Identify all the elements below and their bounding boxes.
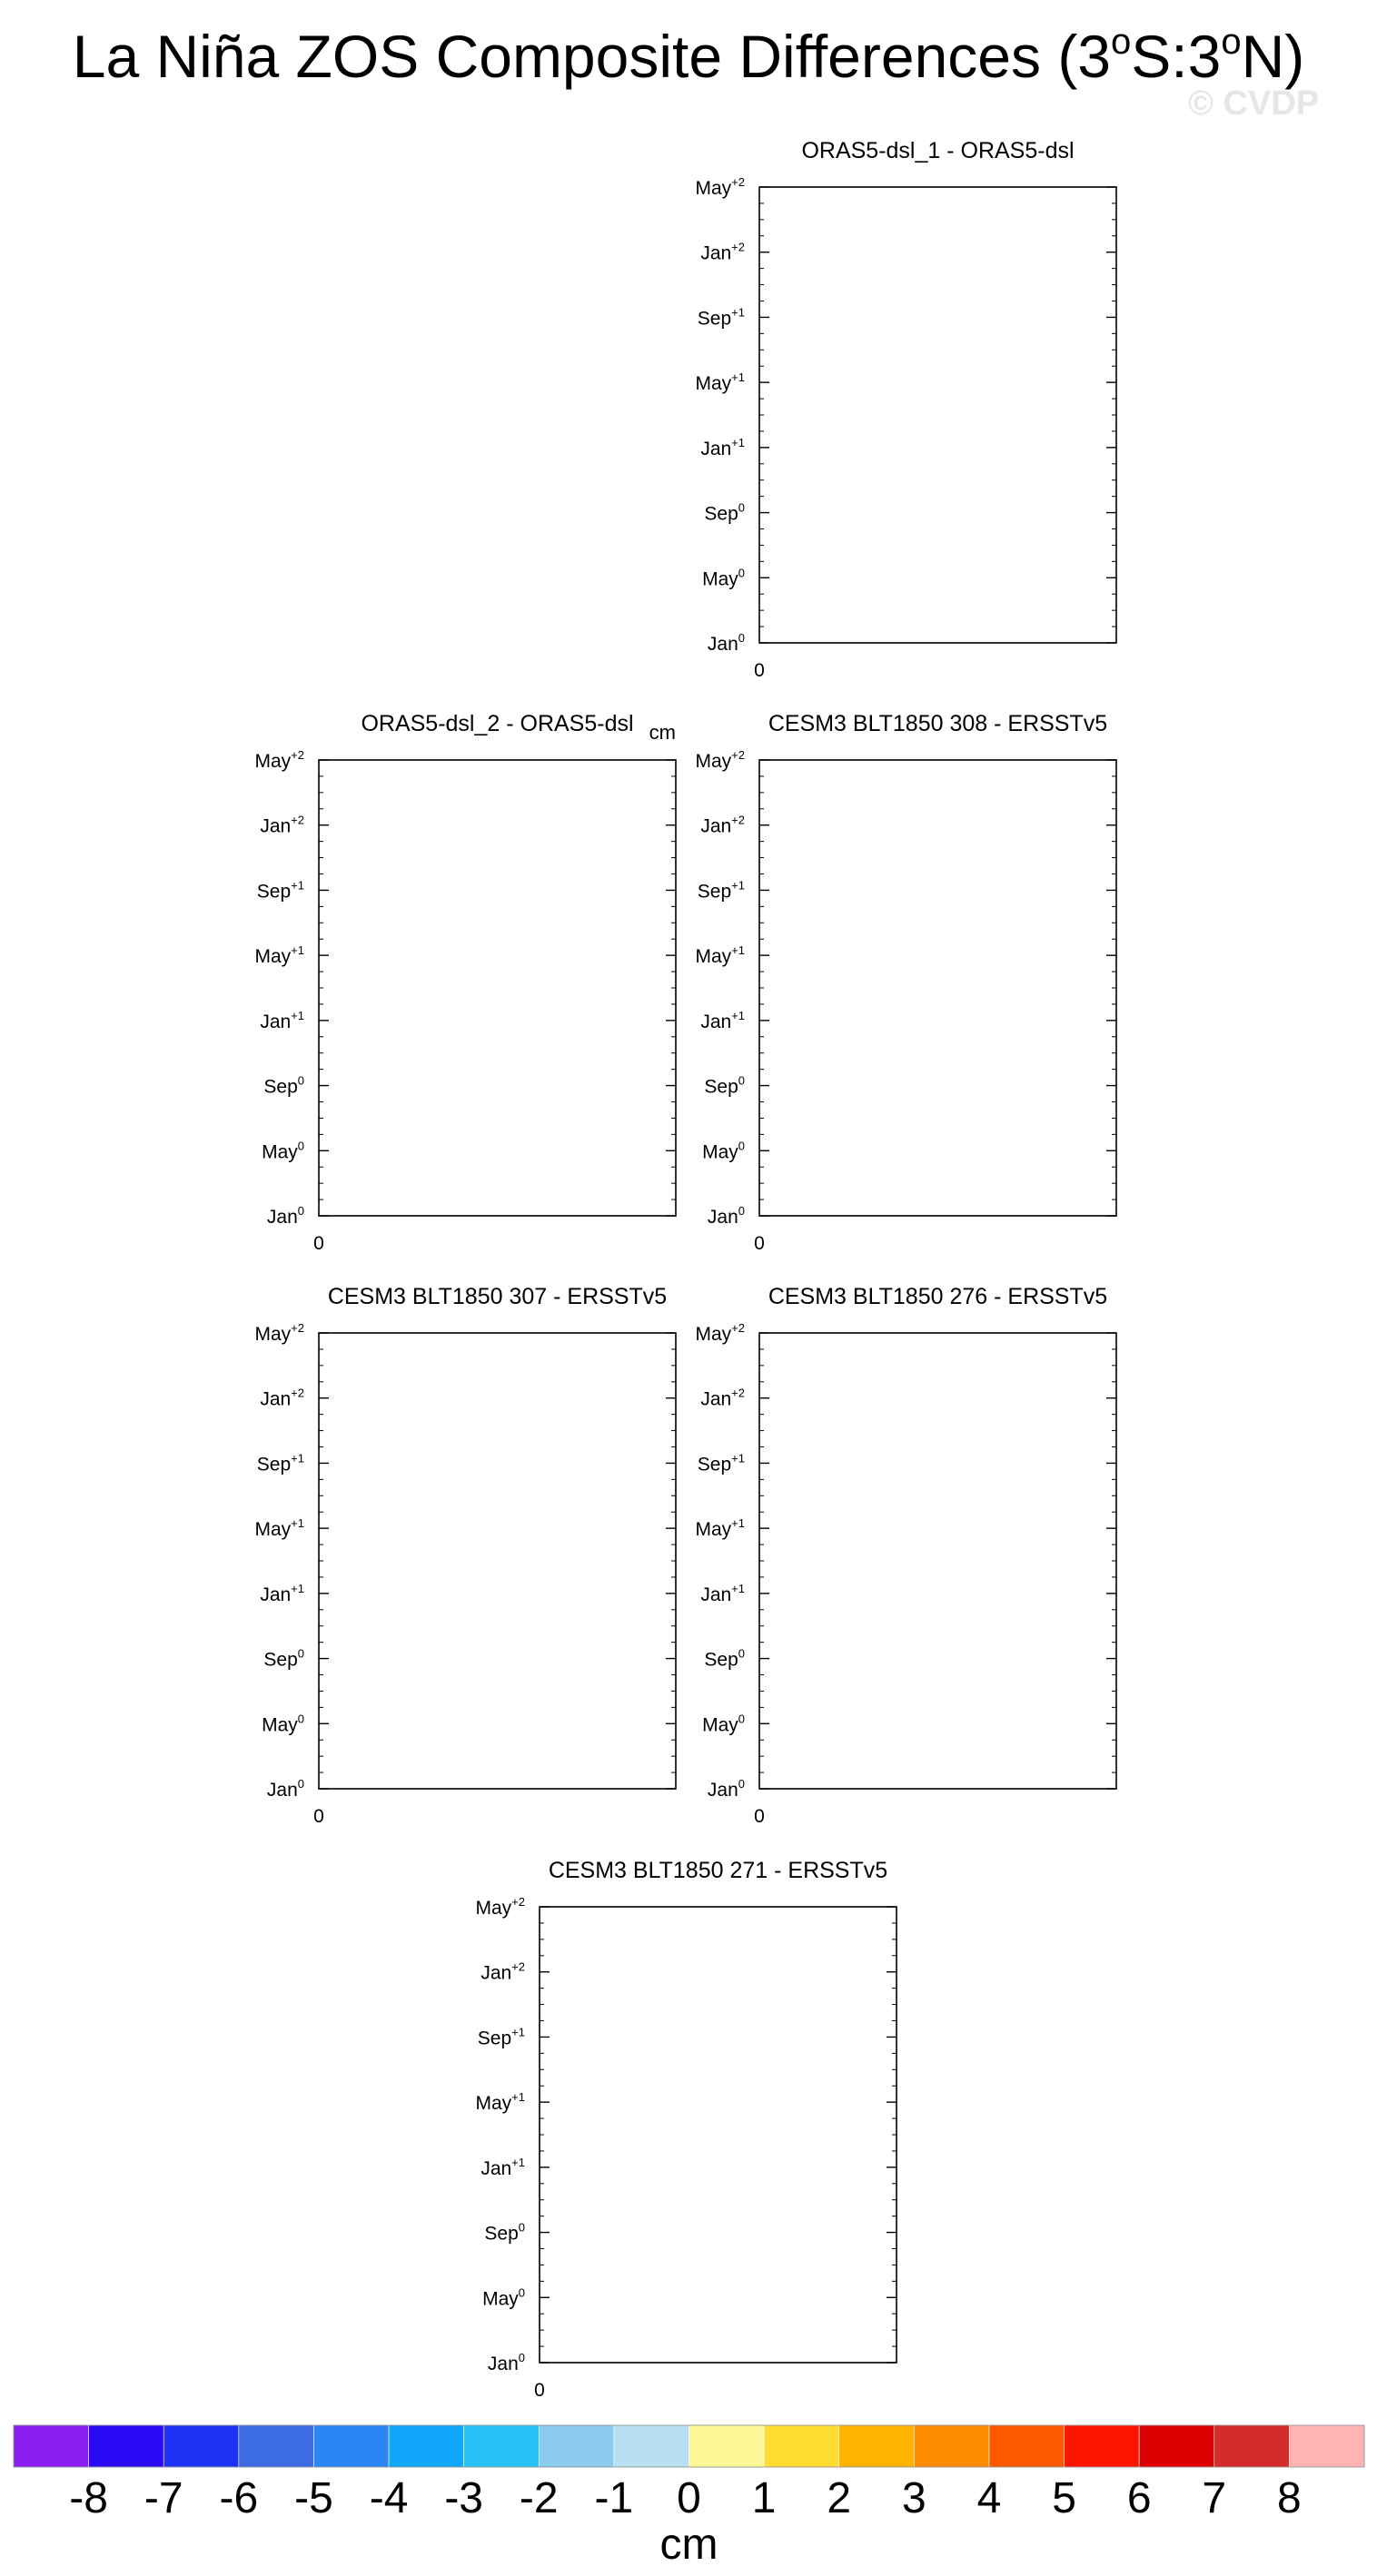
panel-title: ORAS5-dsl_2 - ORAS5-dsl bbox=[361, 711, 634, 736]
colorbar-tick-label: 3 bbox=[901, 2474, 926, 2522]
y-tick-label: Sep$^0$ bbox=[704, 1646, 745, 1671]
colorbar-swatch bbox=[839, 2425, 915, 2467]
y-tick-label: Jan$^{+1}$ bbox=[260, 1581, 304, 1605]
panel-frame bbox=[319, 1333, 676, 1789]
colorbar-tick-label: -6 bbox=[219, 2474, 259, 2522]
colorbar-tick-label: 1 bbox=[751, 2474, 777, 2522]
colorbar-tick-label: -2 bbox=[519, 2474, 559, 2522]
panel-title: CESM3 BLT1850 307 - ERSSTv5 bbox=[327, 1284, 668, 1309]
y-tick-label: May$^0$ bbox=[702, 1139, 745, 1163]
y-tick-label: Sep$^0$ bbox=[704, 1073, 745, 1098]
y-tick-label: Sep$^0$ bbox=[263, 1073, 304, 1098]
y-tick-label: Jan$^{+2}$ bbox=[700, 1386, 745, 1410]
panel-title: CESM3 BLT1850 276 - ERSSTv5 bbox=[768, 1284, 1108, 1309]
y-tick-label: Jan$^0$ bbox=[707, 1777, 745, 1801]
y-tick-label: Sep$^0$ bbox=[704, 500, 745, 525]
y-tick-label: Jan$^{+1}$ bbox=[700, 1008, 745, 1032]
colorbar-swatch bbox=[239, 2425, 314, 2467]
colorbar-tick-label: 8 bbox=[1277, 2474, 1302, 2522]
panel-5 bbox=[695, 1284, 1116, 1827]
x-tick-label: 0 bbox=[313, 1233, 324, 1254]
panel-6 bbox=[475, 1858, 897, 2401]
y-tick-label: Sep$^{+1}$ bbox=[256, 1451, 304, 1476]
y-tick-label: May$^0$ bbox=[702, 566, 745, 590]
y-tick-label: Jan$^{+2}$ bbox=[700, 240, 745, 264]
x-tick-label: 0 bbox=[534, 2380, 545, 2401]
y-tick-label: May$^{+2}$ bbox=[695, 175, 745, 199]
colorbar-units-label: cm bbox=[659, 2521, 718, 2569]
panel-1 bbox=[695, 138, 1116, 681]
y-tick-label: Jan$^0$ bbox=[707, 631, 745, 655]
colorbar-tick-label: 0 bbox=[677, 2474, 701, 2522]
panel-title: CESM3 BLT1850 308 - ERSSTv5 bbox=[768, 711, 1108, 736]
y-tick-label: Sep$^{+1}$ bbox=[697, 878, 745, 903]
colorbar-swatch bbox=[1065, 2425, 1140, 2467]
x-tick-label: 0 bbox=[754, 1806, 765, 1827]
colorbar-tick-label: 5 bbox=[1052, 2474, 1076, 2522]
colorbar-tick-label: -7 bbox=[144, 2474, 183, 2522]
y-tick-label: May$^{+2}$ bbox=[695, 748, 745, 772]
x-tick-label: 0 bbox=[754, 1233, 765, 1254]
x-tick-label: 0 bbox=[313, 1806, 324, 1827]
colorbar-swatch bbox=[89, 2425, 164, 2467]
panel-frame bbox=[759, 187, 1116, 643]
colorbar-swatch bbox=[614, 2425, 689, 2467]
y-tick-label: Jan$^{+2}$ bbox=[260, 813, 304, 837]
y-tick-label: Sep$^{+1}$ bbox=[697, 305, 745, 330]
y-tick-label: Sep$^0$ bbox=[484, 2220, 525, 2245]
colorbar-tick-label: -5 bbox=[294, 2474, 333, 2522]
y-tick-label: Jan$^{+1}$ bbox=[480, 2155, 525, 2179]
y-tick-label: Sep$^{+1}$ bbox=[477, 2025, 525, 2049]
colorbar-tick-label: 7 bbox=[1202, 2474, 1227, 2522]
y-tick-label: Jan$^{+2}$ bbox=[260, 1386, 304, 1410]
y-tick-label: May$^{+2}$ bbox=[695, 1321, 745, 1345]
colorbar-swatch bbox=[389, 2425, 464, 2467]
colorbar-swatch bbox=[1289, 2425, 1364, 2467]
y-tick-label: Jan$^{+1}$ bbox=[700, 435, 745, 459]
y-tick-label: May$^{+1}$ bbox=[475, 2090, 525, 2115]
colorbar-swatch bbox=[989, 2425, 1065, 2467]
y-tick-label: May$^{+2}$ bbox=[254, 748, 304, 772]
y-tick-label: May$^0$ bbox=[482, 2285, 525, 2310]
colorbar-swatch bbox=[1139, 2425, 1214, 2467]
panel-units-label: cm bbox=[649, 721, 676, 744]
panel-frame bbox=[540, 1907, 897, 2363]
y-tick-label: Jan$^{+1}$ bbox=[260, 1008, 304, 1032]
cvdp-watermark: © CVDP bbox=[1188, 84, 1320, 123]
y-tick-label: Sep$^{+1}$ bbox=[697, 1451, 745, 1476]
panel-title: CESM3 BLT1850 271 - ERSSTv5 bbox=[548, 1858, 888, 1883]
colorbar-tick-label: -8 bbox=[69, 2474, 108, 2522]
colorbar-swatch bbox=[689, 2425, 765, 2467]
colorbar-swatch bbox=[464, 2425, 540, 2467]
y-tick-label: May$^0$ bbox=[262, 1139, 304, 1163]
x-tick-label: 0 bbox=[754, 660, 765, 681]
colorbar-tick-label: -4 bbox=[369, 2474, 409, 2522]
panel-frame bbox=[759, 760, 1116, 1216]
colorbar-swatch bbox=[764, 2425, 839, 2467]
y-tick-label: Jan$^0$ bbox=[266, 1204, 304, 1228]
y-tick-label: Jan$^{+1}$ bbox=[700, 1581, 745, 1605]
colorbar-swatch bbox=[163, 2425, 239, 2467]
colorbar-tick-label: 2 bbox=[827, 2474, 852, 2522]
panel-frame bbox=[319, 760, 676, 1216]
panel-4 bbox=[254, 1284, 676, 1827]
colorbar-tick-label: 6 bbox=[1126, 2474, 1152, 2522]
y-tick-label: Jan$^0$ bbox=[266, 1777, 304, 1801]
colorbar bbox=[14, 2425, 1364, 2569]
panel-2 bbox=[254, 711, 676, 1254]
y-tick-label: May$^{+1}$ bbox=[695, 370, 745, 395]
y-tick-label: May$^{+1}$ bbox=[695, 1516, 745, 1541]
colorbar-swatch bbox=[14, 2425, 89, 2467]
y-tick-label: Sep$^{+1}$ bbox=[256, 878, 304, 903]
colorbar-tick-label: -1 bbox=[594, 2474, 634, 2522]
y-tick-label: Jan$^0$ bbox=[707, 1204, 745, 1228]
colorbar-swatch bbox=[1214, 2425, 1290, 2467]
colorbar-tick-label: 4 bbox=[976, 2474, 1002, 2522]
colorbar-swatch bbox=[914, 2425, 989, 2467]
panel-frame bbox=[759, 1333, 1116, 1789]
y-tick-label: May$^{+1}$ bbox=[695, 943, 745, 968]
y-tick-label: May$^0$ bbox=[262, 1712, 304, 1736]
y-tick-label: Jan$^{+2}$ bbox=[480, 1959, 525, 1984]
y-tick-label: Jan$^{+2}$ bbox=[700, 813, 745, 837]
y-tick-label: May$^{+2}$ bbox=[475, 1895, 525, 1919]
y-tick-label: May$^{+2}$ bbox=[254, 1321, 304, 1345]
y-tick-label: May$^{+1}$ bbox=[254, 1516, 304, 1541]
colorbar-tick-label: -3 bbox=[444, 2474, 484, 2522]
panel-3 bbox=[695, 711, 1116, 1254]
y-tick-label: May$^{+1}$ bbox=[254, 943, 304, 968]
panel-title: ORAS5-dsl_1 - ORAS5-dsl bbox=[801, 138, 1075, 163]
y-tick-label: Sep$^0$ bbox=[263, 1646, 304, 1671]
y-tick-label: May$^0$ bbox=[702, 1712, 745, 1736]
figure-title: La Niña ZOS Composite Differences (3$^o$S:3$^o$N) bbox=[72, 22, 1305, 90]
y-tick-label: Jan$^0$ bbox=[487, 2351, 525, 2374]
colorbar-swatch bbox=[313, 2425, 389, 2467]
colorbar-swatch bbox=[539, 2425, 614, 2467]
